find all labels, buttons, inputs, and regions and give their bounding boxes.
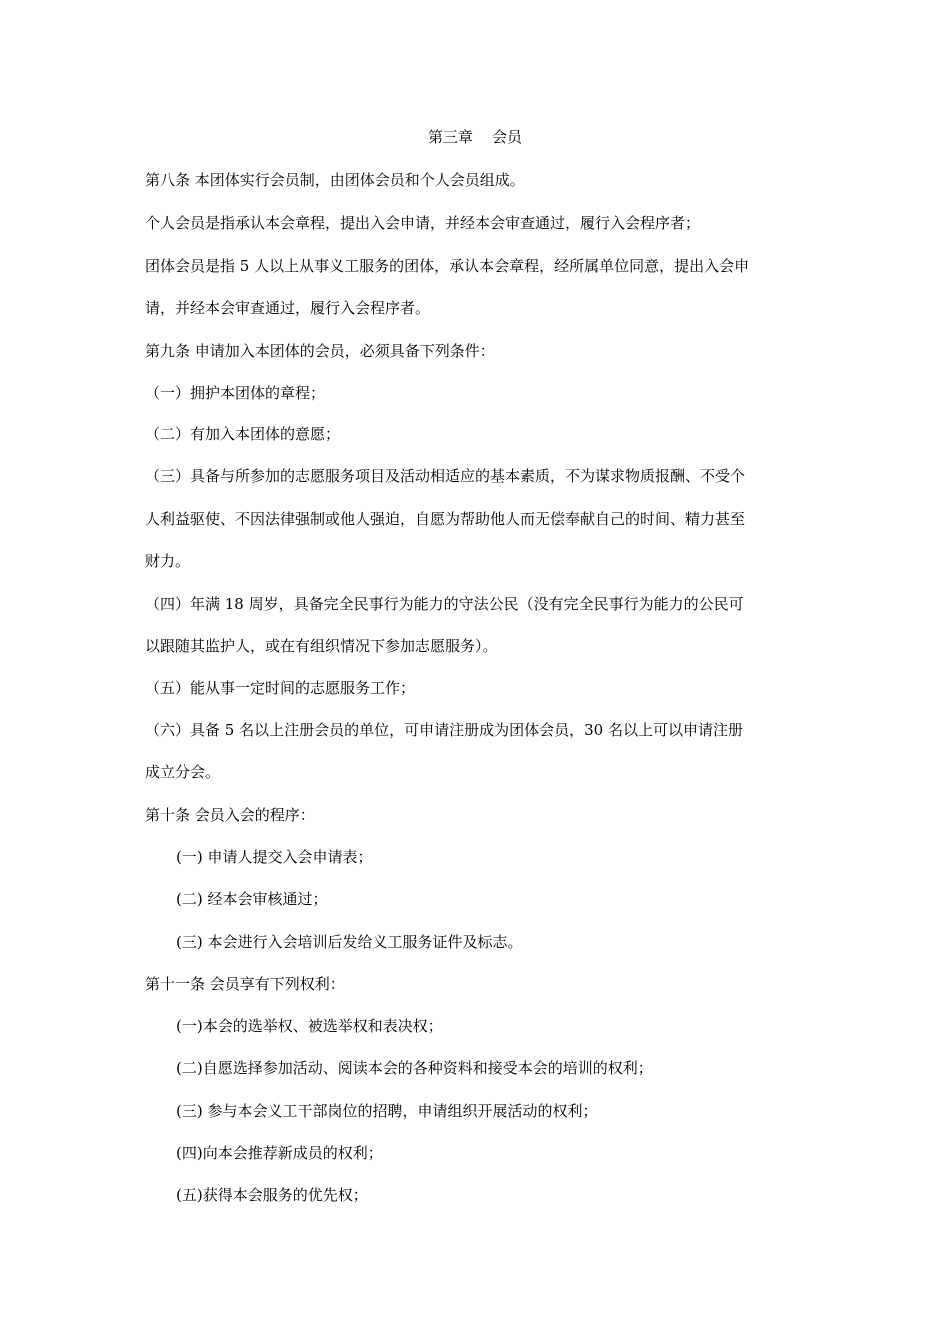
article-9-heading: 第九条 申请加入本团体的会员，必须具备下列条件：: [145, 342, 495, 360]
list-item: （六）具备 5 名以上注册会员的单位，可申请注册成为团体会员，30 名以上可以申请注册: [145, 721, 743, 739]
chapter-title: 第三章 会员: [427, 128, 523, 146]
list-item: （一）拥护本团体的章程；: [145, 384, 326, 402]
paragraph-line: 人利益驱使、不因法律强制或他人强迫，自愿为帮助他人而无偿奉献自己的时间、精力甚至: [145, 510, 746, 528]
list-item: (二)自愿选择参加活动、阅读本会的各种资料和接受本会的培训的权利；: [176, 1059, 653, 1077]
list-item: (三) 参与本会义工干部岗位的招聘，申请组织开展活动的权利；: [176, 1102, 598, 1120]
list-item: (四)向本会推荐新成员的权利；: [176, 1144, 383, 1162]
article-8-heading: 第八条 本团体实行会员制，由团体会员和个人会员组成。: [145, 171, 525, 189]
article-11-heading: 第十一条 会员享有下列权利：: [145, 975, 345, 993]
list-item: （四）年满 18 周岁，具备完全民事行为能力的守法公民（没有完全民事行为能力的公民可: [145, 595, 744, 613]
paragraph-line: 请，并经本会审查通过，履行入会程序者。: [145, 299, 431, 317]
list-item: (二) 经本会审核通过；: [176, 890, 328, 908]
paragraph-line: 财力。: [145, 552, 191, 570]
list-item: (三) 本会进行入会培训后发给义工服务证件及标志。: [176, 933, 523, 951]
list-item: (一) 申请人提交入会申请表；: [176, 848, 373, 866]
article-10-heading: 第十条 会员入会的程序：: [145, 806, 315, 824]
list-item: （三）具备与所参加的志愿服务项目及活动相适应的基本素质，不为谋求物质报酬、不受个: [145, 467, 746, 485]
paragraph-line: 团体会员是指 5 人以上从事义工服务的团体，承认本会章程，经所属单位同意，提出入会申: [145, 257, 750, 275]
list-item: （五）能从事一定时间的志愿服务工作；: [145, 679, 416, 697]
list-item: （二）有加入本团体的意愿；: [145, 425, 341, 443]
paragraph-line: 成立分会。: [145, 763, 221, 781]
paragraph-line: 个人会员是指承认本会章程，提出入会申请，并经本会审查通过，履行入会程序者；: [145, 214, 701, 232]
list-item: (一)本会的选举权、被选举权和表决权；: [176, 1017, 443, 1035]
paragraph-line: 以跟随其监护人，或在有组织情况下参加志愿服务）。: [145, 637, 498, 655]
list-item: (五)获得本会服务的优先权；: [176, 1186, 368, 1204]
